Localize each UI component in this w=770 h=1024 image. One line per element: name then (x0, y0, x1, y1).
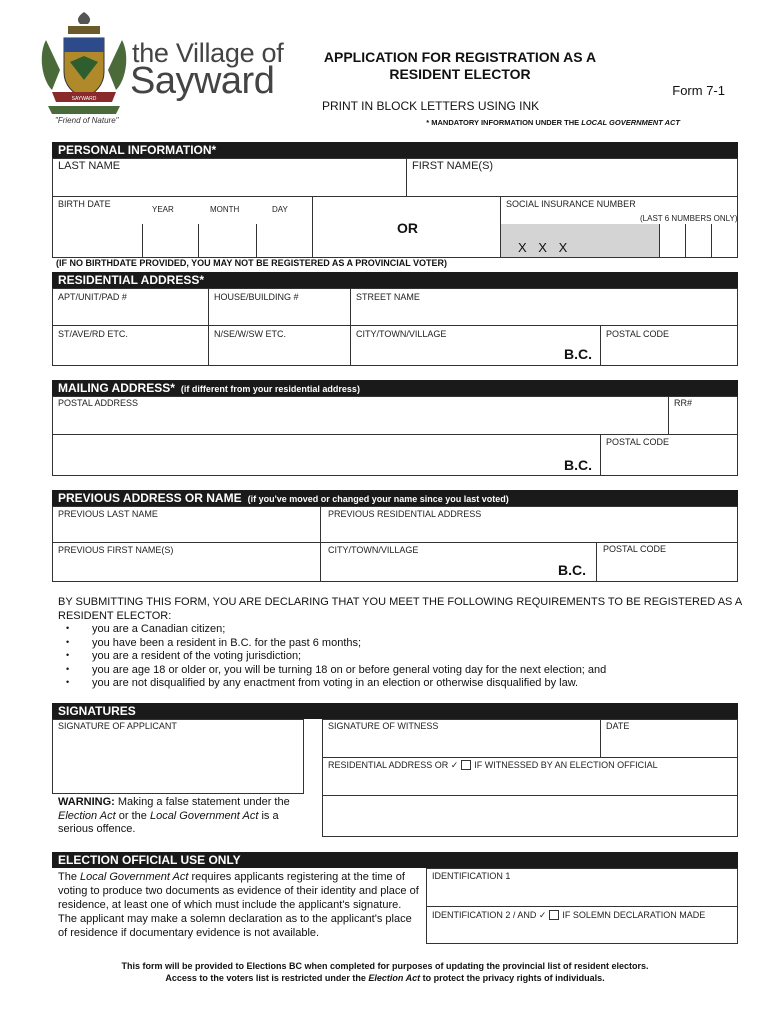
mandatory-note (426, 118, 680, 127)
requirement-item: • you are a resident of the voting jurisdiction; (66, 650, 748, 664)
warning-line1: Making a false statement under the (117, 796, 290, 808)
declaration-intro: BY SUBMITTING THIS FORM, YOU ARE DECLARING THAT YOU MEET THE FOLLOWING REQUIREMENTS TO BE REGISTERED AS A RESIDENT ELECTOR: (58, 596, 742, 622)
or-label: OR (397, 220, 418, 236)
previous-residential-label: PREVIOUS RESIDENTIAL ADDRESS (328, 509, 482, 519)
city-field[interactable] (351, 340, 556, 365)
year-label: YEAR (152, 205, 174, 214)
previous-province-bc: B.C. (558, 562, 586, 578)
previous-first-names-field[interactable] (53, 558, 319, 581)
mailing-postal-field[interactable] (601, 450, 737, 475)
logo-village-of: the Village of (132, 38, 284, 68)
personal-info-heading: PERSONAL INFORMATION* (52, 142, 738, 158)
footer-line2-act: Election Act (368, 973, 421, 983)
mailing-heading-text: MAILING ADDRESS* (58, 381, 175, 395)
rr-label: RR# (674, 398, 693, 408)
birth-date-field[interactable] (53, 224, 311, 257)
requirement-item: • you are age 18 or older or, you will be turning 18 on or before general voting day for the next election; and (66, 664, 748, 678)
st-ave-field[interactable] (53, 340, 207, 365)
street-field[interactable] (351, 302, 737, 324)
village-crest-logo (38, 10, 130, 118)
date-label: DATE (606, 721, 630, 731)
first-names-label: FIRST NAME(S) (412, 160, 494, 172)
mailing-subheading: (if different from your residential address) (180, 384, 360, 394)
footer-line2-pre: Access to the voters list is restricted under the (165, 973, 369, 983)
city-label: CITY/TOWN/VILLAGE (356, 329, 447, 339)
footer-line2-post: to protect the privacy rights of individuals. (420, 973, 605, 983)
official-text-post: requires applicants registering at the time of voting to produce two documents as evidence of their identity and place of residence, at least one of which must include the applicant's signature. The applicant may make a solemn declaration as to the applicant's place of residence if documentary evidence is not available. (58, 871, 419, 939)
official-text-act: Local Government Act (80, 871, 189, 883)
sin-field[interactable] (660, 224, 737, 257)
previous-subheading: (if you've moved or changed your name since you last voted) (247, 494, 509, 504)
mailing-postal-label: POSTAL CODE (606, 437, 670, 447)
st-ave-label: ST/AVE/RD ETC. (58, 329, 128, 339)
previous-residential-field[interactable] (321, 520, 737, 541)
previous-heading (52, 490, 738, 506)
identification-2-label (432, 910, 705, 921)
identification-1-label: IDENTIFICATION 1 (432, 871, 511, 881)
warning-act1: Election Act (58, 809, 116, 822)
apt-field[interactable] (53, 302, 207, 324)
witness-signature-field[interactable] (323, 733, 599, 756)
mandatory-prefix: * MANDATORY INFORMATION UNDER THE (426, 118, 582, 127)
svg-text:SAYWARD: SAYWARD (71, 96, 97, 102)
warning-text (58, 796, 304, 837)
witness-address-field[interactable] (323, 772, 737, 794)
birthdate-warning: (IF NO BIRTHDATE PROVIDED, YOU MAY NOT BE REGISTERED AS A PROVINCIAL VOTER) (56, 258, 448, 268)
footer-line1: This form will be provided to Elections BC when completed for purposes of updating the provincial list of resident electors. (121, 961, 649, 971)
declaration (58, 596, 748, 691)
applicant-signature-label: SIGNATURE OF APPLICANT (58, 721, 177, 731)
witness-signature-label: SIGNATURE OF WITNESS (328, 721, 439, 731)
province-bc: B.C. (564, 346, 592, 362)
date-field[interactable] (601, 733, 737, 756)
house-field[interactable] (209, 302, 349, 324)
requirement-item: • you are not disqualified by any enactment from voting in an election or otherwise disqualified by law. (66, 677, 748, 691)
street-label: STREET NAME (356, 292, 420, 302)
solemn-declaration-checkbox[interactable] (549, 910, 559, 920)
postal-address-field[interactable] (53, 410, 667, 433)
direction-label: N/SE/W/SW ETC. (214, 329, 286, 339)
previous-last-name-label: PREVIOUS LAST NAME (58, 509, 158, 519)
residential-heading: RESIDENTIAL ADDRESS* (52, 272, 738, 288)
identification-2-field[interactable] (427, 922, 737, 943)
witnessed-checkbox[interactable] (461, 760, 471, 770)
residential-address-or-label (328, 760, 658, 771)
requirements-list (66, 623, 748, 691)
warning-or: or the (118, 809, 147, 822)
previous-postal-label: POSTAL CODE (603, 544, 667, 554)
sin-mask: X X X (518, 240, 572, 255)
form-title-line1: APPLICATION FOR REGISTRATION AS A (323, 49, 597, 65)
footer-line2 (0, 973, 770, 983)
previous-postal-field[interactable] (597, 558, 737, 581)
logo-sayward: Sayward (130, 60, 275, 102)
apt-label: APT/UNIT/PAD # (58, 292, 127, 302)
solemn-text: IF SOLEMN DECLARATION MADE (562, 910, 706, 920)
form-number: Form 7-1 (672, 83, 725, 98)
house-label: HOUSE/BUILDING # (214, 292, 299, 302)
official-text-pre: The (58, 871, 81, 883)
identification-1-field[interactable] (427, 883, 737, 905)
motto: "Friend of Nature" (55, 116, 119, 125)
sin-label: SOCIAL INSURANCE NUMBER (506, 199, 636, 209)
previous-heading-text: PREVIOUS ADDRESS OR NAME (58, 491, 242, 505)
requirement-item: • you are a Canadian citizen; (66, 623, 748, 637)
warning-label: WARNING: (58, 796, 115, 808)
id2-text: IDENTIFICATION 2 / AND ✓ (432, 910, 547, 920)
signatures-heading: SIGNATURES (52, 703, 738, 719)
previous-last-name-field[interactable] (53, 520, 319, 541)
official-instructions (58, 870, 422, 940)
warning-line2: is a serious offence. (58, 809, 279, 835)
if-witnessed-text: IF WITNESSED BY AN ELECTION OFFICIAL (474, 760, 658, 770)
previous-first-names-label: PREVIOUS FIRST NAME(S) (58, 545, 174, 555)
postal-address-label: POSTAL ADDRESS (58, 398, 139, 408)
sin-note: (LAST 6 NUMBERS ONLY) (640, 214, 738, 223)
mailing-heading (52, 380, 738, 396)
day-label: DAY (272, 205, 288, 214)
mandatory-act: LOCAL GOVERNMENT ACT (581, 118, 680, 127)
direction-field[interactable] (209, 340, 349, 365)
postal-field[interactable] (601, 340, 737, 365)
official-heading: ELECTION OFFICIAL USE ONLY (52, 852, 738, 868)
last-name-field[interactable] (53, 172, 405, 195)
month-label: MONTH (210, 205, 240, 214)
previous-city-label: CITY/TOWN/VILLAGE (328, 545, 419, 555)
birth-date-label: BIRTH DATE (58, 199, 111, 209)
last-name-label: LAST NAME (58, 160, 121, 172)
warning-act2: Local Government Act (149, 809, 259, 822)
previous-city-field[interactable] (321, 558, 551, 581)
print-instruction: PRINT IN BLOCK LETTERS USING INK (322, 99, 540, 113)
postal-label: POSTAL CODE (606, 329, 670, 339)
res-addr-text: RESIDENTIAL ADDRESS OR ✓ (328, 760, 459, 770)
requirement-item: • you have been a resident in B.C. for the past 6 months; (66, 637, 748, 651)
first-names-field[interactable] (407, 172, 737, 195)
mailing-line2-field[interactable] (53, 435, 553, 475)
witness-extra-field[interactable] (323, 796, 737, 836)
form-title-line2: RESIDENT ELECTOR (389, 66, 531, 82)
mailing-province-bc: B.C. (564, 457, 592, 473)
rr-field[interactable] (669, 410, 737, 433)
